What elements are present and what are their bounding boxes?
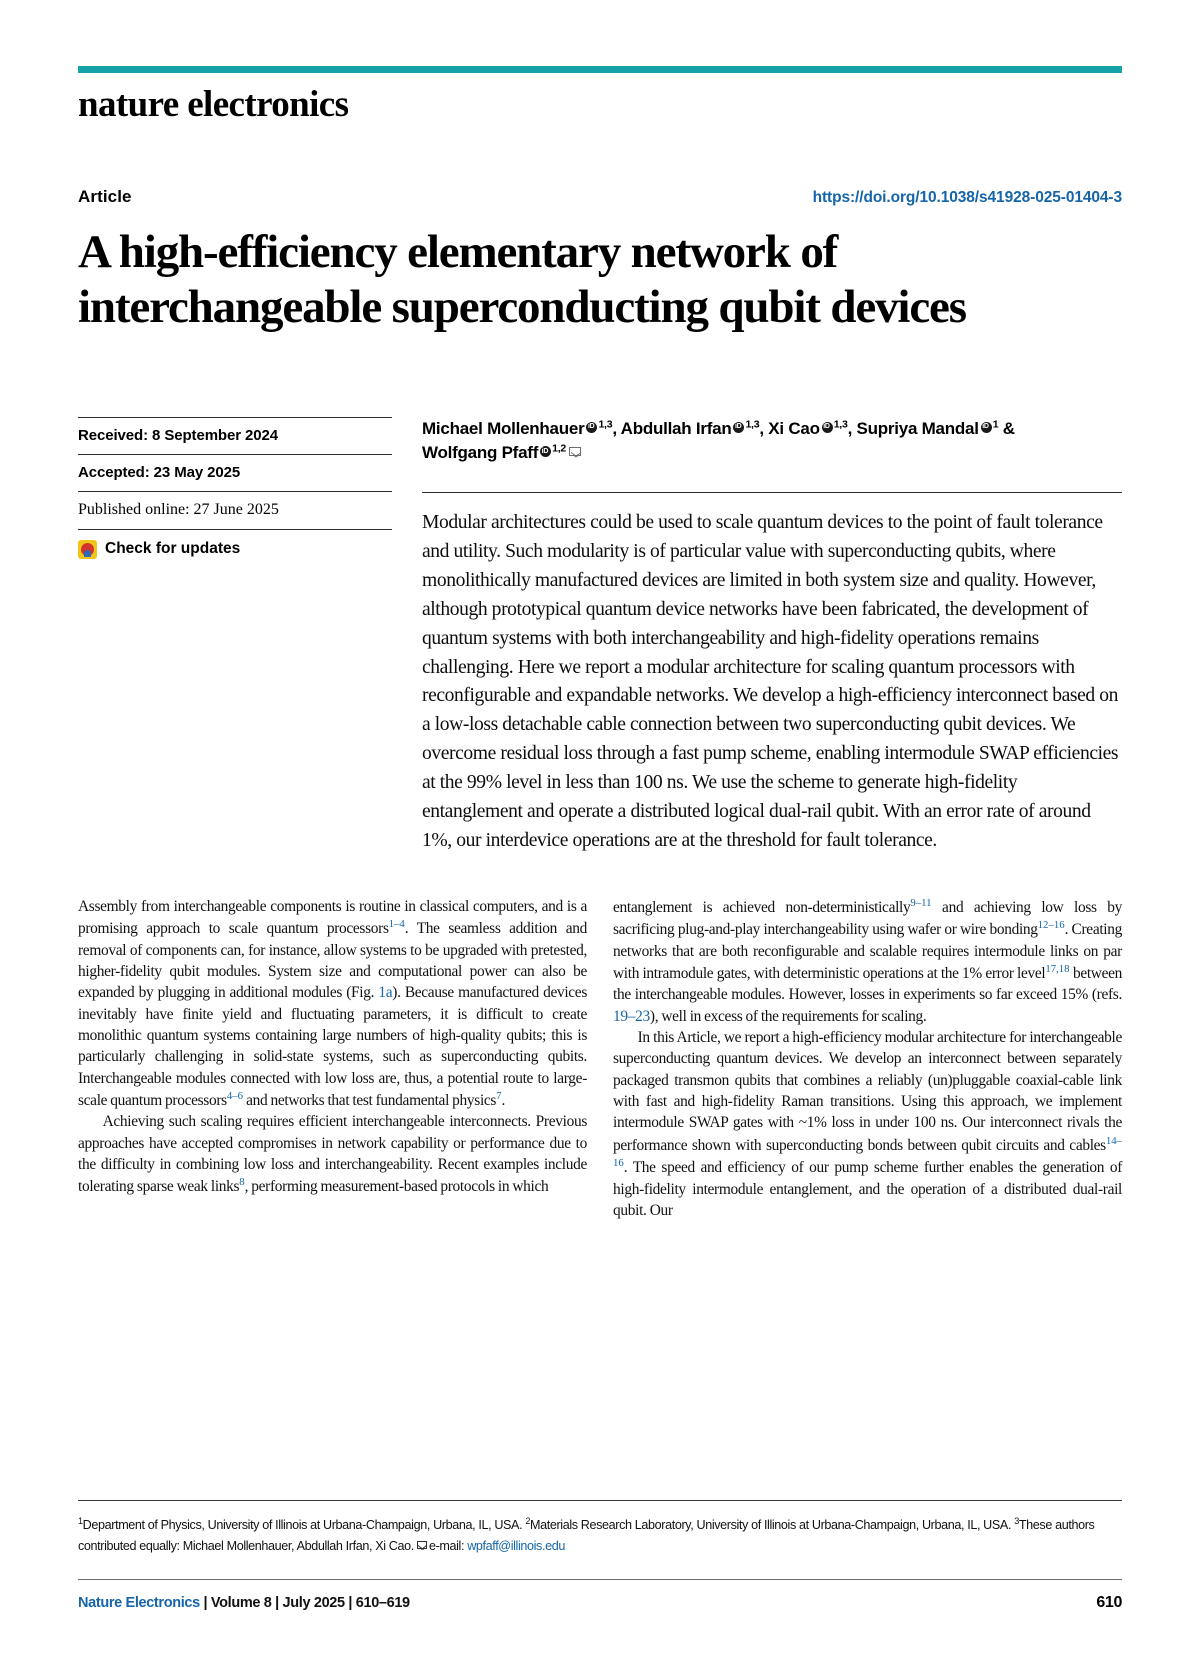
- citation-ref[interactable]: 12–16: [1037, 919, 1065, 932]
- paragraph-text: . The speed and efficiency of our pump scheme further enables the generation of high-fidelity intermodule entanglement, and the operation of a distributed dual-rail qubit. Our: [613, 1159, 1122, 1219]
- affiliation-marker: 2: [525, 1516, 530, 1526]
- orcid-icon[interactable]: [981, 422, 992, 433]
- author-name[interactable]: Abdullah Irfan: [620, 418, 732, 438]
- paragraph-text: entanglement is achieved non-deterministically: [613, 898, 911, 916]
- paragraph-text: . Creating networks that are both reconfigurable and scalable requires intermodule links on par with intramodule gates, with deterministic operations at the 1% error level: [613, 921, 1122, 983]
- paragraph-text: , performing measurement-based protocols in which: [244, 1178, 549, 1196]
- paragraph-text: Assembly from interchangeable components is routine in classical computers, and is a promising approach to scale quantum processors: [78, 897, 587, 938]
- affiliation-marker: 1: [78, 1516, 83, 1526]
- figure-link[interactable]: 1a: [378, 984, 393, 1002]
- paragraph-text: . The seamless addition and removal of components can, for instance, allow systems to be upgraded with pretested, higher-fidelity qubit modules. System size and computational power can also be expanded by plugging in additional modules (Fig.: [78, 920, 587, 1002]
- paragraph: [613, 1027, 1122, 1221]
- author-name[interactable]: Xi Cao: [768, 418, 820, 438]
- page-number: 610: [1096, 1594, 1122, 1611]
- check-for-updates-label: Check for updates: [105, 540, 241, 558]
- publication-dates-column: [78, 417, 410, 856]
- author-name[interactable]: Michael Mollenhauer: [422, 418, 585, 438]
- orcid-icon[interactable]: [540, 446, 551, 457]
- crossmark-icon: [78, 540, 97, 559]
- published-date: Published online: 27 June 2025: [78, 491, 392, 529]
- author-affiliation-marker: 1: [992, 418, 999, 431]
- paragraph-text: Achieving such scaling requires efficient interchangeable interconnects. Previous approaches have accepted compromises in network capability or performance due to the difficulty in combining low loss and interchangeability. Recent examples include tolerating sparse weak links: [78, 1113, 587, 1196]
- paragraph: [613, 896, 1122, 1027]
- author-affiliation-marker: 1,3: [833, 418, 848, 431]
- paragraph: [78, 1111, 587, 1197]
- accepted-date: Accepted: 23 May 2025: [78, 454, 392, 491]
- received-date: Received: 8 September 2024: [78, 417, 392, 454]
- affiliation-marker: 3: [1014, 1516, 1019, 1526]
- orcid-icon[interactable]: [586, 422, 597, 433]
- affiliations-footnote: [78, 1500, 1122, 1556]
- body-column-left: [78, 896, 587, 1222]
- author-separator: ,: [759, 418, 769, 438]
- page-footer: [78, 1579, 1122, 1612]
- author-affiliation-marker: 1,3: [745, 418, 760, 431]
- citation-ref[interactable]: 1–4: [388, 918, 405, 931]
- author-affiliation-marker: 1,2: [552, 442, 567, 455]
- article-page: [0, 66, 1200, 1659]
- citation-ref[interactable]: 14–16: [613, 1134, 1122, 1170]
- abstract-text: Modular architectures could be used to scale quantum devices to the point of fault tolerance and utility. Such modularity is of particular value with superconducting qubits, where monolithically manufactured devices are limited in both system size and quality. However, although prototypical quantum device networks have been fabricated, the development of quantum systems with both interchangeability and high-fidelity operations remains challenging. Here we report a modular architecture for scaling quantum processors with reconfigurable and expandable networks. We develop a high-efficiency interconnect based on a low-loss detachable cable connection between two superconducting qubit devices. We overcome residual loss through a fast pump scheme, enabling intermodule SWAP efficiencies at the 99% level in less than 100 ns. We use the scheme to generate high-fidelity entanglement and operate a distributed logical dual-rail qubit. With an error rate of around 1%, our interdevice operations are at the threshold for fault tolerance.: [422, 492, 1122, 856]
- paragraph-text: ). Because manufactured devices inevitably have finite yield and fluctuating parameters, it is difficult to create monolithic quantum systems containing large numbers of high-quality qubits; this is particularly challenging in solid-state systems, such as superconducting qubits. Interchangeable modules connected with low loss are, thus, a potential route to large-scale quantum processors: [78, 984, 587, 1109]
- volume-issue-pages: | Volume 8 | July 2025 | 610–619: [199, 1595, 410, 1611]
- article-header-row: [78, 187, 1122, 207]
- author-list: [422, 417, 1122, 466]
- doi-link[interactable]: https://doi.org/10.1038/s41928-025-01404-3: [812, 188, 1122, 206]
- authors-and-abstract-column: [410, 417, 1122, 856]
- article-type-label: Article: [78, 186, 132, 206]
- paragraph-text: ), well in excess of the requirements for scaling.: [649, 1007, 927, 1025]
- author-separator: ,: [847, 418, 857, 438]
- paragraph-text: and networks that test fundamental physics: [242, 1091, 497, 1109]
- journal-link[interactable]: Nature Electronics: [78, 1595, 200, 1611]
- citation-ref[interactable]: 8: [239, 1176, 245, 1189]
- check-for-updates-button[interactable]: [78, 529, 392, 559]
- journal-masthead: nature electronics: [78, 84, 349, 125]
- affiliation-text: Materials Research Laboratory, University of Illinois at Urbana-Champaign, Urbana, IL, USA.: [530, 1518, 1015, 1533]
- affiliation-text: Department of Physics, University of Illinois at Urbana-Champaign, Urbana, IL, USA.: [82, 1518, 526, 1533]
- citation-ref[interactable]: 4–6: [226, 1089, 243, 1102]
- page-title: A high-efficiency elementary network of interchangeable superconducting qubit devices: [78, 225, 966, 333]
- paragraph: [78, 896, 587, 1112]
- paragraph-text: and achieving low loss by sacrificing plug-and-play interchangeability using wafer or wire bonding: [613, 898, 1122, 939]
- author-separator: &: [998, 418, 1015, 438]
- email-label: e-mail:: [428, 1538, 468, 1553]
- author-name[interactable]: Supriya Mandal: [856, 418, 979, 438]
- author-affiliation-marker: 1,3: [598, 418, 613, 431]
- footer-citation: [78, 1595, 410, 1611]
- email-link[interactable]: wpfaff@illinois.edu: [467, 1538, 565, 1553]
- envelope-icon[interactable]: [569, 447, 581, 456]
- envelope-icon: [417, 1541, 427, 1549]
- author-separator: ,: [612, 418, 621, 438]
- orcid-icon[interactable]: [733, 422, 744, 433]
- orcid-icon[interactable]: [822, 422, 833, 433]
- body-column-right: [613, 896, 1122, 1222]
- metadata-block: [78, 417, 1122, 856]
- citation-ref[interactable]: 7: [496, 1089, 502, 1102]
- body-columns: [78, 896, 1122, 1222]
- paragraph-text: between the interchangeable modules. However, losses in experiments so far exceed 15% (refs.: [613, 965, 1122, 1004]
- author-name[interactable]: Wolfgang Pfaff: [422, 443, 539, 463]
- brand-rule: [78, 66, 1122, 73]
- paragraph-text: In this Article, we report a high-efficiency modular architecture for interchangeable superconducting quantum devices. We develop an interconnect between separately packaged transmon qubits that combines a reliably (un)pluggable coaxial-cable link with fast and high-fidelity Raman transitions. Using this approach, we implement intermodule SWAP gates with ~1% loss in under 100 ns. Our interconnect rivals the performance shown with superconducting bonds between qubit circuits and cables: [613, 1029, 1122, 1154]
- paragraph-text: .: [501, 1091, 506, 1109]
- reference-link[interactable]: 19–23: [613, 1007, 650, 1025]
- equal-contribution-text: These authors contributed equally: Michael Mollenhauer, Abdullah Irfan, Xi Cao.: [78, 1518, 1095, 1553]
- citation-ref[interactable]: 17,18: [1045, 963, 1070, 976]
- citation-ref[interactable]: 9–11: [910, 896, 932, 909]
